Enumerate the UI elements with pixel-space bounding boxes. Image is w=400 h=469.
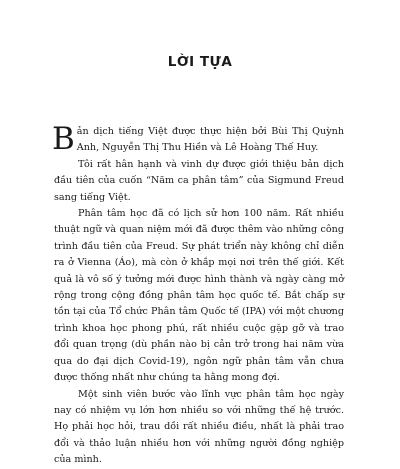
paragraph-2: Tôi rất hân hạnh và vinh dự được giới thiệu bản dịch đầu tiên của cuốn “Năm ca phân tâm” của Sigmund Freud sang tiếng Việt.	[54, 158, 344, 203]
paragraph-1-text: ản dịch tiếng Việt được thực hiện bởi Bùi Thị Quỳnh Anh, Nguyễn Thị Thu Hiền và Lê Hoàng Thế Huy.	[76, 126, 344, 154]
page-title: LỜI TỰA	[167, 54, 233, 70]
paragraph-3: Phân tâm học đã có lịch sử hơn 100 năm. Rất nhiều thuật ngữ và quan niệm mới đã được thêm vào những công trình đầu tiên của Freud. Sự phát triển này không chỉ diễn ra ở Vienna (Áo), mà còn ở khắp mọi nơi trên thế giới. Kết quả là vô số ý tưởng mới được hình thành và ngày càng mở rộng trong cộng đồng phân tâm học quốc tế. Bắt chấp sự tồn tại của Tổ chức Phân tâm Quốc tế (IPA) với một chương trình khoa học phong phú, rất nhiều cuộc gặp gỡ và trao đổi quan trọng (dù phần nào bị cản trở trong hai năm vừa qua do đại dịch Covid-19), ngôn ngữ phân tâm vẫn chưa được thống nhất như chúng ta hằng mong đợi.	[54, 208, 344, 384]
drop-cap: B	[52, 121, 75, 157]
paragraph-4: Một sinh viên bước vào lĩnh vực phân tâm học ngày nay có nhiệm vụ lớn hơn nhiều so với những thế hệ trước. Họ phải học hỏi, trau dồi rất nhiều điều, nhất là phải trao đổi và thảo luận nhiều hơn với những người đồng nghiệp của mình.	[54, 388, 344, 466]
paragraph-1	[52, 121, 344, 157]
preface-body	[52, 121, 344, 469]
